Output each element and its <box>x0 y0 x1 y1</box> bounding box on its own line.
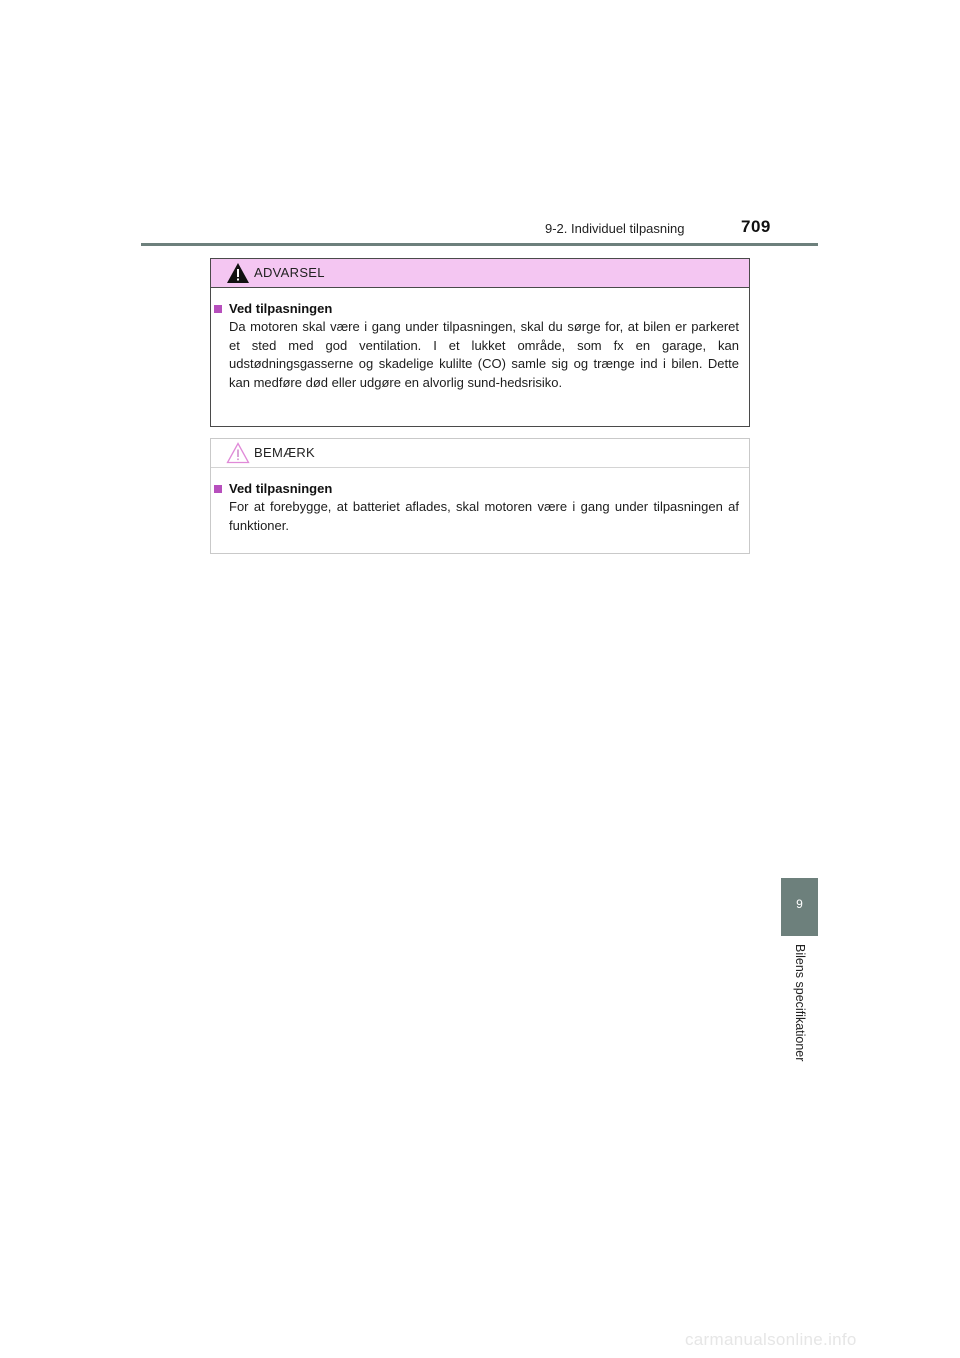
warning-box-label: ADVARSEL <box>254 265 325 280</box>
warning-box-header <box>211 259 749 288</box>
chapter-label <box>792 944 808 1084</box>
chapter-tab[interactable] <box>781 878 818 936</box>
warning-box-body <box>211 288 749 392</box>
warning-item-title: Ved tilpasningen <box>229 301 333 316</box>
page-number: 709 <box>741 217 771 236</box>
caution-triangle-outline-icon <box>226 442 250 464</box>
section-title: 9-2. Individuel tilpasning <box>545 221 685 236</box>
warning-item-title-row <box>229 301 739 317</box>
warning-item-text: Da motoren skal være i gang under tilpasningen, skal du sørge for, at bilen er parkeret et sted med god ventilation. I et lukket område, som fx en garage, kan udstødningsgasserne og skadelige kulilte (CO) samle sig og trænge ind i bilen. Dette kan medføre død eller udgøre en alvorlig sund-hedsrisiko. <box>229 319 739 390</box>
notice-box-header <box>211 439 749 468</box>
header-rule <box>141 243 818 246</box>
warning-triangle-icon <box>226 262 250 284</box>
notice-item-text: For at forebygge, at batteriet aflades, skal motoren være i gang under tilpasningen af funktioner. <box>229 499 739 533</box>
notice-item-title-row <box>229 481 739 497</box>
warning-box <box>210 258 750 427</box>
notice-item-title: Ved tilpasningen <box>229 481 333 496</box>
notice-box-body <box>211 468 749 535</box>
notice-box <box>210 438 750 554</box>
chapter-label-text: Bilens specifikationer <box>793 944 807 1062</box>
chapter-tab-number: 9 <box>796 897 803 911</box>
square-bullet-icon <box>214 305 222 313</box>
square-bullet-icon <box>214 485 222 493</box>
notice-box-label: BEMÆRK <box>254 445 316 460</box>
watermark: carmanualsonline.info <box>685 1330 857 1349</box>
